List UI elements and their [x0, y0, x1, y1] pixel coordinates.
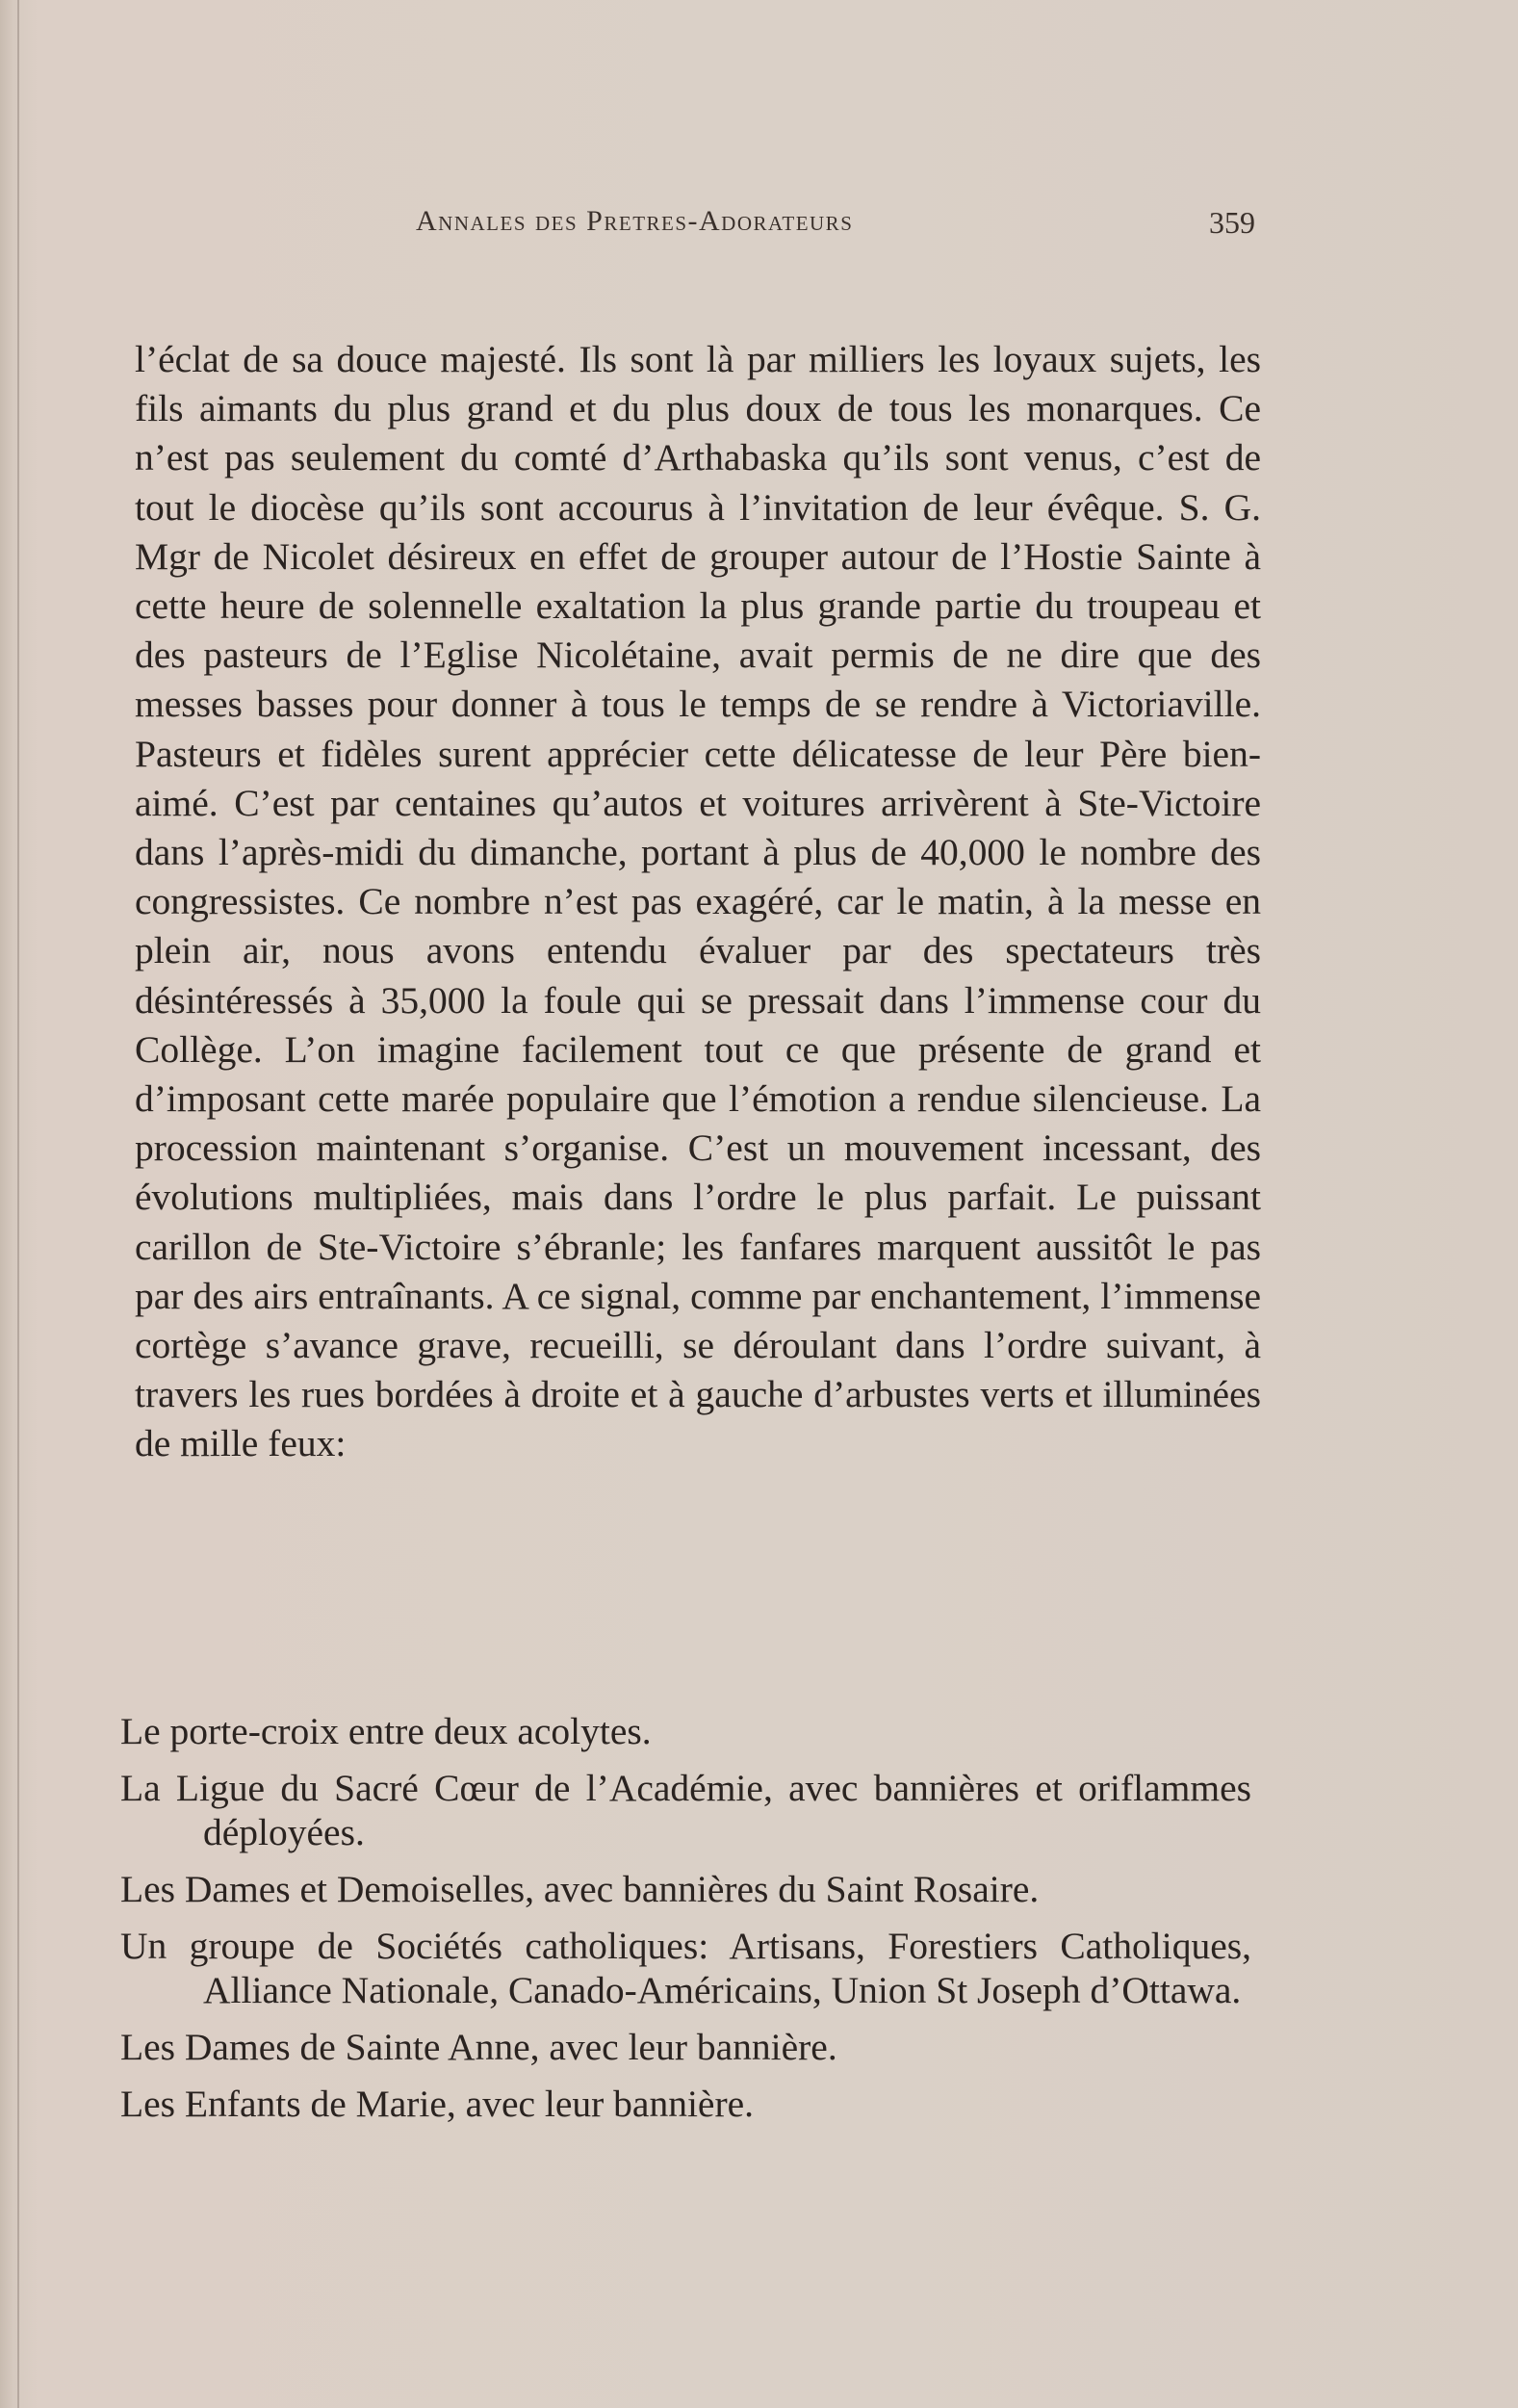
running-title: Annales des Pretres-Adorateurs [416, 205, 854, 237]
binding-edge [17, 0, 19, 2408]
procession-item: Les Enfants de Marie, avec leur bannière. [120, 2083, 755, 2125]
procession-item: Les Dames et Demoiselles, avec bannières du Saint Rosaire. [120, 1868, 1040, 1910]
page-header [0, 197, 1518, 246]
page-number: 359 [1209, 205, 1255, 240]
procession-item: Le porte-croix entre deux acolytes. [120, 1710, 652, 1752]
procession-item: Les Dames de Sainte Anne, avec leur bannière. [120, 2026, 837, 2068]
body-text [135, 335, 1261, 1469]
body-paragraph: l’éclat de sa douce majesté. Ils sont là par milliers les loyaux sujets, les fils aimants du plus grand et du plus doux de tous les monarques. Ce n’est pas seulement du comté d’Arthabaska qu’ils sont venus, c’est de tout le diocèse qu’ils sont accourus à l’invitation de leur évêque. S. G. Mgr de Nicolet désireux en effet de grouper autour de l’Hostie Sainte à cette heure de solennelle exaltation la plus grande partie du troupeau et des pasteurs de l’Eglise Nicolétaine, avait permis de ne dire que des messes basses pour donner à tous le temps de se rendre à Victoriaville. Pasteurs et fidèles surent apprécier cette délicatesse de leur Père bien-aimé. C’est par centaines qu’autos et voitures arrivèrent à Ste-Victoire dans l’après-midi du dimanche, portant à plus de 40,000 le nombre des congressistes. Ce nombre n’est pas exagéré, car le matin, à la messe en plein air, nous avons entendu évaluer par des spectateurs très désintéressés à 35,000 la foule qui se pressait dans l’immense cour du Collège. L’on imagine facilement tout ce que présente de grand et d’imposant cette marée populaire que l’émotion a rendue silencieuse. La procession maintenant s’organise. C’est un mouvement incessant, des évolutions multipliées, mais dans l’ordre le plus parfait. Le puissant carillon de Ste-Victoire s’ébranle; les fanfares marquent aussitôt le pas par des airs entraînants. A ce signal, comme par enchantement, l’immense cortège s’avance grave, recueilli, se déroulant dans l’ordre suivant, à travers les rues bordées à droite et à gauche d’arbustes verts et illuminées de mille feux: [135, 338, 1261, 1465]
procession-item: Un groupe de Sociétés catholiques: Artisans, Forestiers Catholiques, Alliance Nationale, Canado-Américains, Union St Joseph d’Ottawa. [120, 1925, 1251, 2011]
procession-item: La Ligue du Sacré Cœur de l’Académie, avec bannières et oriflammes déployées. [120, 1767, 1251, 1853]
procession-list [120, 1709, 1251, 2138]
